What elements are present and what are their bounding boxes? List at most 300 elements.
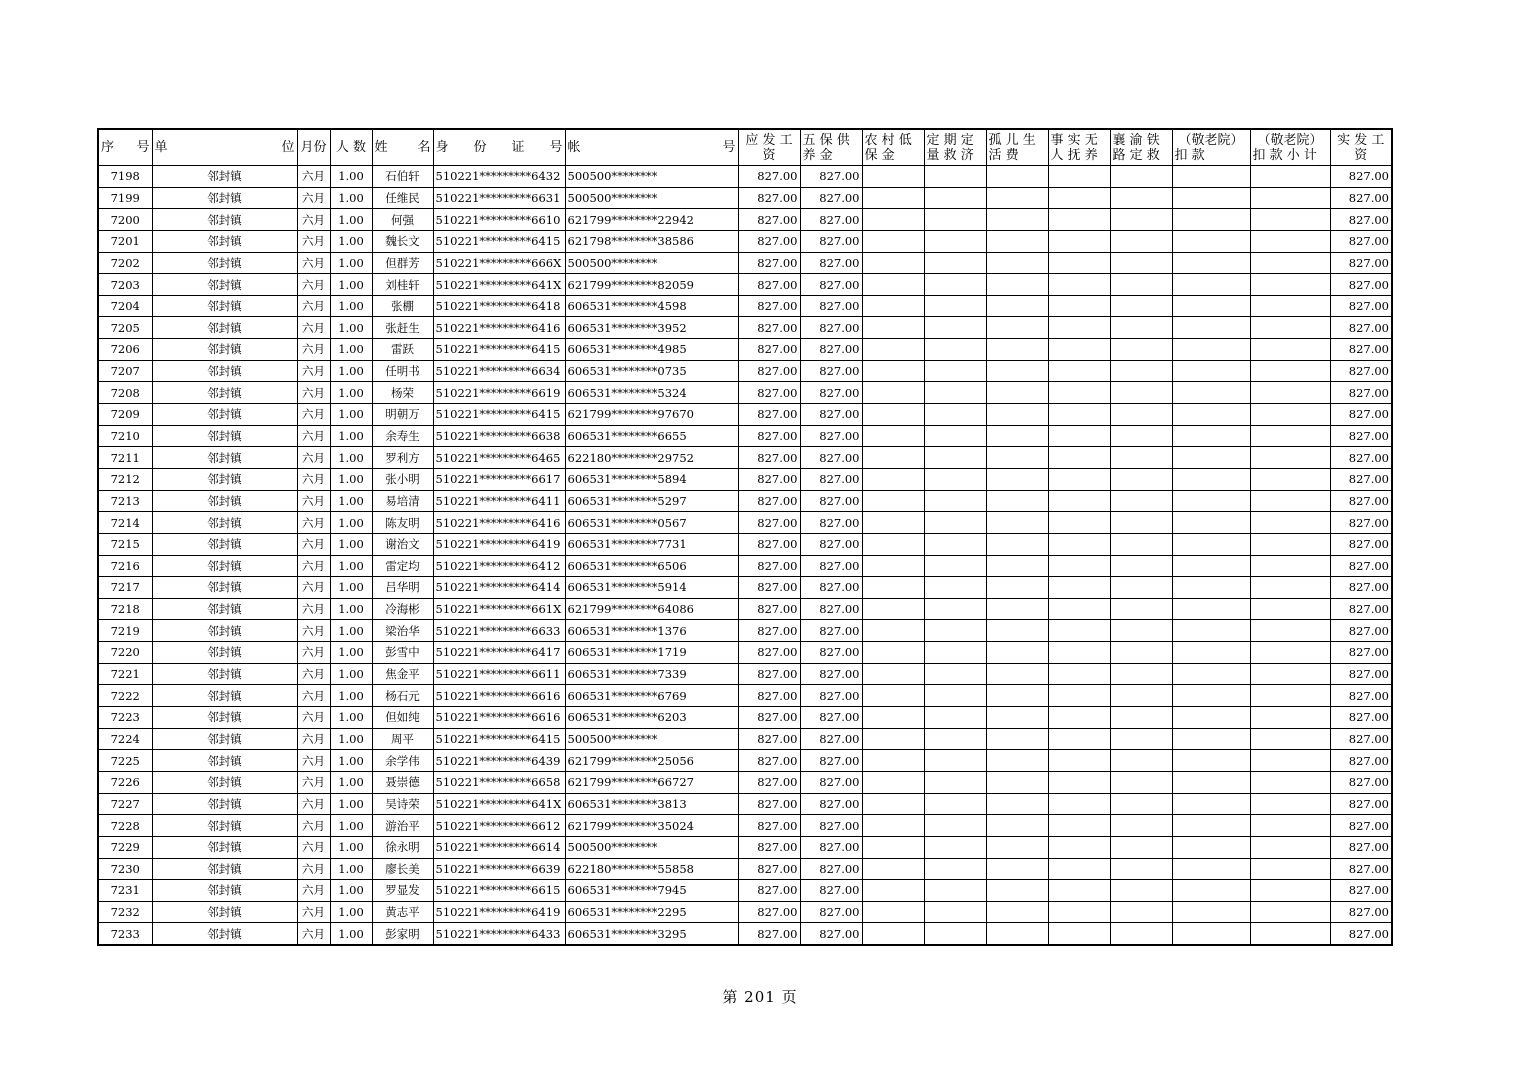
cell-five-guarantee: 827.00	[800, 750, 862, 772]
cell-nursing-deduct	[1172, 512, 1250, 534]
cell-nursing-subtotal	[1250, 642, 1330, 664]
cell-unit: 邻封镇	[152, 663, 297, 685]
cell-name: 黄志平	[372, 901, 433, 923]
cell-name: 雷跃	[372, 339, 433, 361]
cell-orphan	[986, 425, 1048, 447]
cell-de-facto	[1048, 425, 1110, 447]
cell-unit: 邻封镇	[152, 274, 297, 296]
cell-nursing-subtotal	[1250, 815, 1330, 837]
cell-five-guarantee: 827.00	[800, 425, 862, 447]
cell-railway	[1110, 858, 1172, 880]
cell-unit: 邻封镇	[152, 555, 297, 577]
cell-account: 606531********5894	[565, 468, 738, 490]
cell-fixed-relief	[924, 339, 986, 361]
cell-fixed-relief	[924, 166, 986, 188]
cell-rural-minimum	[862, 685, 924, 707]
cell-nursing-deduct	[1172, 382, 1250, 404]
cell-five-guarantee: 827.00	[800, 793, 862, 815]
cell-fixed-relief	[924, 490, 986, 512]
cell-net-wage: 827.00	[1330, 512, 1392, 534]
cell-orphan	[986, 815, 1048, 837]
cell-id: 510221*********6619	[433, 382, 565, 404]
cell-account: 621799********35024	[565, 815, 738, 837]
cell-orphan	[986, 707, 1048, 729]
cell-count: 1.00	[330, 209, 372, 231]
cell-count: 1.00	[330, 707, 372, 729]
table-row	[98, 512, 1392, 534]
table-row	[98, 252, 1392, 274]
cell-account: 606531********3813	[565, 793, 738, 815]
cell-fixed-relief	[924, 815, 986, 837]
cell-count: 1.00	[330, 836, 372, 858]
cell-month: 六月	[297, 577, 330, 599]
cell-nursing-subtotal	[1250, 836, 1330, 858]
cell-count: 1.00	[330, 382, 372, 404]
cell-due-wage: 827.00	[738, 425, 800, 447]
cell-count: 1.00	[330, 490, 372, 512]
table-row	[98, 685, 1392, 707]
cell-count: 1.00	[330, 901, 372, 923]
cell-de-facto	[1048, 923, 1110, 945]
cell-fixed-relief	[924, 533, 986, 555]
table-row	[98, 880, 1392, 902]
cell-nursing-deduct	[1172, 230, 1250, 252]
cell-rural-minimum	[862, 339, 924, 361]
cell-de-facto	[1048, 555, 1110, 577]
cell-five-guarantee: 827.00	[800, 642, 862, 664]
cell-orphan	[986, 187, 1048, 209]
cell-rural-minimum	[862, 577, 924, 599]
cell-rural-minimum	[862, 707, 924, 729]
cell-de-facto	[1048, 382, 1110, 404]
cell-count: 1.00	[330, 512, 372, 534]
cell-seq: 7204	[98, 295, 152, 317]
cell-count: 1.00	[330, 880, 372, 902]
cell-unit: 邻封镇	[152, 598, 297, 620]
cell-railway	[1110, 209, 1172, 231]
table-header	[98, 129, 1392, 166]
table-row	[98, 728, 1392, 750]
cell-five-guarantee: 827.00	[800, 295, 862, 317]
cell-nursing-deduct	[1172, 620, 1250, 642]
cell-nursing-subtotal	[1250, 620, 1330, 642]
cell-fixed-relief	[924, 577, 986, 599]
cell-nursing-deduct	[1172, 728, 1250, 750]
cell-orphan	[986, 274, 1048, 296]
cell-nursing-subtotal	[1250, 187, 1330, 209]
cell-nursing-deduct	[1172, 815, 1250, 837]
cell-railway	[1110, 533, 1172, 555]
cell-count: 1.00	[330, 295, 372, 317]
cell-count: 1.00	[330, 339, 372, 361]
cell-name: 石伯轩	[372, 166, 433, 188]
cell-name: 但群芳	[372, 252, 433, 274]
cell-month: 六月	[297, 166, 330, 188]
cell-net-wage: 827.00	[1330, 663, 1392, 685]
cell-month: 六月	[297, 836, 330, 858]
cell-id: 510221*********6411	[433, 490, 565, 512]
cell-five-guarantee: 827.00	[800, 360, 862, 382]
cell-five-guarantee: 827.00	[800, 404, 862, 426]
cell-fixed-relief	[924, 750, 986, 772]
cell-orphan	[986, 620, 1048, 642]
cell-seq: 7230	[98, 858, 152, 880]
header-nursing-deduct: （敬老院） 扣 款	[1172, 129, 1250, 166]
cell-account: 606531********1376	[565, 620, 738, 642]
cell-id: 510221*********6415	[433, 404, 565, 426]
cell-month: 六月	[297, 663, 330, 685]
cell-orphan	[986, 490, 1048, 512]
cell-month: 六月	[297, 187, 330, 209]
cell-seq: 7213	[98, 490, 152, 512]
cell-fixed-relief	[924, 360, 986, 382]
cell-nursing-deduct	[1172, 360, 1250, 382]
cell-orphan	[986, 382, 1048, 404]
cell-five-guarantee: 827.00	[800, 209, 862, 231]
cell-seq: 7217	[98, 577, 152, 599]
cell-railway	[1110, 555, 1172, 577]
cell-rural-minimum	[862, 642, 924, 664]
cell-orphan	[986, 447, 1048, 469]
cell-de-facto	[1048, 533, 1110, 555]
cell-account: 606531********7339	[565, 663, 738, 685]
cell-railway	[1110, 728, 1172, 750]
table-row	[98, 274, 1392, 296]
cell-name: 周平	[372, 728, 433, 750]
cell-de-facto	[1048, 793, 1110, 815]
cell-orphan	[986, 663, 1048, 685]
header-due-wage: 应 发 工 资	[738, 129, 800, 166]
cell-nursing-deduct	[1172, 252, 1250, 274]
cell-orphan	[986, 209, 1048, 231]
header-month: 月份	[297, 129, 330, 166]
cell-id: 510221*********6638	[433, 425, 565, 447]
cell-month: 六月	[297, 404, 330, 426]
cell-count: 1.00	[330, 317, 372, 339]
cell-due-wage: 827.00	[738, 468, 800, 490]
header-name: 姓 名	[372, 129, 433, 166]
cell-unit: 邻封镇	[152, 815, 297, 837]
cell-account: 606531********2295	[565, 901, 738, 923]
cell-id: 510221*********6634	[433, 360, 565, 382]
cell-unit: 邻封镇	[152, 252, 297, 274]
cell-railway	[1110, 382, 1172, 404]
cell-fixed-relief	[924, 707, 986, 729]
cell-due-wage: 827.00	[738, 685, 800, 707]
cell-rural-minimum	[862, 490, 924, 512]
cell-nursing-subtotal	[1250, 685, 1330, 707]
cell-nursing-subtotal	[1250, 512, 1330, 534]
cell-id: 510221*********6612	[433, 815, 565, 837]
cell-due-wage: 827.00	[738, 512, 800, 534]
cell-seq: 7208	[98, 382, 152, 404]
table-row	[98, 468, 1392, 490]
cell-five-guarantee: 827.00	[800, 880, 862, 902]
cell-id: 510221*********6633	[433, 620, 565, 642]
header-rural-minimum: 农 村 低 保 金	[862, 129, 924, 166]
cell-seq: 7232	[98, 901, 152, 923]
cell-nursing-deduct	[1172, 901, 1250, 923]
cell-nursing-subtotal	[1250, 230, 1330, 252]
cell-net-wage: 827.00	[1330, 468, 1392, 490]
cell-five-guarantee: 827.00	[800, 490, 862, 512]
cell-due-wage: 827.00	[738, 750, 800, 772]
cell-unit: 邻封镇	[152, 404, 297, 426]
table-row	[98, 425, 1392, 447]
cell-nursing-deduct	[1172, 404, 1250, 426]
cell-account: 500500********	[565, 252, 738, 274]
cell-rural-minimum	[862, 274, 924, 296]
table-row	[98, 317, 1392, 339]
header-account: 帐 号	[565, 129, 738, 166]
cell-seq: 7221	[98, 663, 152, 685]
cell-railway	[1110, 360, 1172, 382]
cell-nursing-subtotal	[1250, 598, 1330, 620]
cell-nursing-subtotal	[1250, 923, 1330, 945]
cell-fixed-relief	[924, 295, 986, 317]
cell-nursing-deduct	[1172, 317, 1250, 339]
cell-month: 六月	[297, 598, 330, 620]
cell-due-wage: 827.00	[738, 598, 800, 620]
cell-railway	[1110, 793, 1172, 815]
cell-seq: 7228	[98, 815, 152, 837]
cell-name: 任维民	[372, 187, 433, 209]
cell-name: 余寿生	[372, 425, 433, 447]
cell-net-wage: 827.00	[1330, 274, 1392, 296]
cell-five-guarantee: 827.00	[800, 598, 862, 620]
cell-name: 吕华明	[372, 577, 433, 599]
cell-net-wage: 827.00	[1330, 295, 1392, 317]
cell-orphan	[986, 360, 1048, 382]
table-row	[98, 360, 1392, 382]
cell-name: 冷海彬	[372, 598, 433, 620]
table-row	[98, 295, 1392, 317]
cell-nursing-subtotal	[1250, 360, 1330, 382]
cell-nursing-deduct	[1172, 858, 1250, 880]
cell-nursing-subtotal	[1250, 771, 1330, 793]
cell-railway	[1110, 836, 1172, 858]
cell-five-guarantee: 827.00	[800, 901, 862, 923]
cell-name: 杨石元	[372, 685, 433, 707]
cell-de-facto	[1048, 468, 1110, 490]
cell-id: 510221*********641X	[433, 274, 565, 296]
cell-account: 606531********7945	[565, 880, 738, 902]
cell-account: 621799********64086	[565, 598, 738, 620]
cell-unit: 邻封镇	[152, 166, 297, 188]
cell-de-facto	[1048, 360, 1110, 382]
cell-five-guarantee: 827.00	[800, 274, 862, 296]
cell-account: 500500********	[565, 836, 738, 858]
cell-rural-minimum	[862, 404, 924, 426]
cell-nursing-deduct	[1172, 707, 1250, 729]
cell-fixed-relief	[924, 252, 986, 274]
cell-orphan	[986, 598, 1048, 620]
cell-nursing-subtotal	[1250, 339, 1330, 361]
cell-net-wage: 827.00	[1330, 728, 1392, 750]
cell-seq: 7233	[98, 923, 152, 945]
cell-orphan	[986, 404, 1048, 426]
cell-seq: 7198	[98, 166, 152, 188]
cell-net-wage: 827.00	[1330, 793, 1392, 815]
cell-rural-minimum	[862, 166, 924, 188]
table-row	[98, 230, 1392, 252]
cell-fixed-relief	[924, 317, 986, 339]
cell-due-wage: 827.00	[738, 490, 800, 512]
cell-due-wage: 827.00	[738, 533, 800, 555]
cell-month: 六月	[297, 533, 330, 555]
cell-name: 张棚	[372, 295, 433, 317]
cell-unit: 邻封镇	[152, 793, 297, 815]
table-row	[98, 339, 1392, 361]
cell-railway	[1110, 598, 1172, 620]
cell-fixed-relief	[924, 382, 986, 404]
cell-de-facto	[1048, 620, 1110, 642]
cell-count: 1.00	[330, 685, 372, 707]
cell-nursing-deduct	[1172, 533, 1250, 555]
cell-due-wage: 827.00	[738, 555, 800, 577]
cell-de-facto	[1048, 750, 1110, 772]
cell-seq: 7229	[98, 836, 152, 858]
cell-count: 1.00	[330, 793, 372, 815]
cell-name: 刘桂轩	[372, 274, 433, 296]
cell-count: 1.00	[330, 274, 372, 296]
cell-de-facto	[1048, 339, 1110, 361]
cell-nursing-deduct	[1172, 274, 1250, 296]
cell-net-wage: 827.00	[1330, 360, 1392, 382]
cell-fixed-relief	[924, 512, 986, 534]
header-de-facto: 事 实 无 人 抚 养	[1048, 129, 1110, 166]
cell-seq: 7207	[98, 360, 152, 382]
cell-count: 1.00	[330, 468, 372, 490]
cell-month: 六月	[297, 295, 330, 317]
cell-railway	[1110, 317, 1172, 339]
cell-month: 六月	[297, 793, 330, 815]
cell-rural-minimum	[862, 793, 924, 815]
header-unit: 单 位	[152, 129, 297, 166]
cell-nursing-subtotal	[1250, 425, 1330, 447]
cell-railway	[1110, 274, 1172, 296]
cell-net-wage: 827.00	[1330, 858, 1392, 880]
cell-fixed-relief	[924, 598, 986, 620]
table-row	[98, 793, 1392, 815]
table-row	[98, 187, 1392, 209]
cell-account: 606531********5324	[565, 382, 738, 404]
cell-nursing-subtotal	[1250, 858, 1330, 880]
cell-rural-minimum	[862, 447, 924, 469]
cell-net-wage: 827.00	[1330, 447, 1392, 469]
cell-id: 510221*********6631	[433, 187, 565, 209]
cell-nursing-deduct	[1172, 468, 1250, 490]
cell-nursing-subtotal	[1250, 901, 1330, 923]
cell-railway	[1110, 620, 1172, 642]
cell-orphan	[986, 901, 1048, 923]
cell-five-guarantee: 827.00	[800, 685, 862, 707]
table-row	[98, 750, 1392, 772]
table-row	[98, 166, 1392, 188]
cell-unit: 邻封镇	[152, 209, 297, 231]
table-row	[98, 923, 1392, 945]
cell-rural-minimum	[862, 815, 924, 837]
cell-count: 1.00	[330, 166, 372, 188]
cell-name: 谢治文	[372, 533, 433, 555]
table-row	[98, 490, 1392, 512]
cell-seq: 7212	[98, 468, 152, 490]
cell-net-wage: 827.00	[1330, 901, 1392, 923]
cell-seq: 7216	[98, 555, 152, 577]
cell-id: 510221*********6616	[433, 685, 565, 707]
cell-id: 510221*********6419	[433, 533, 565, 555]
cell-count: 1.00	[330, 577, 372, 599]
cell-id: 510221*********666X	[433, 252, 565, 274]
cell-de-facto	[1048, 230, 1110, 252]
cell-rural-minimum	[862, 468, 924, 490]
cell-nursing-subtotal	[1250, 533, 1330, 555]
cell-five-guarantee: 827.00	[800, 836, 862, 858]
cell-id: 510221*********6433	[433, 923, 565, 945]
cell-account: 606531********0567	[565, 512, 738, 534]
cell-de-facto	[1048, 274, 1110, 296]
cell-count: 1.00	[330, 642, 372, 664]
cell-account: 622180********55858	[565, 858, 738, 880]
cell-nursing-deduct	[1172, 836, 1250, 858]
cell-net-wage: 827.00	[1330, 425, 1392, 447]
cell-orphan	[986, 858, 1048, 880]
cell-seq: 7222	[98, 685, 152, 707]
cell-unit: 邻封镇	[152, 512, 297, 534]
cell-name: 吴诗荣	[372, 793, 433, 815]
cell-id: 510221*********6415	[433, 230, 565, 252]
table-row	[98, 707, 1392, 729]
cell-seq: 7215	[98, 533, 152, 555]
cell-due-wage: 827.00	[738, 447, 800, 469]
cell-count: 1.00	[330, 771, 372, 793]
cell-seq: 7203	[98, 274, 152, 296]
cell-fixed-relief	[924, 880, 986, 902]
cell-id: 510221*********6418	[433, 295, 565, 317]
cell-month: 六月	[297, 360, 330, 382]
cell-de-facto	[1048, 490, 1110, 512]
cell-id: 510221*********6414	[433, 577, 565, 599]
cell-de-facto	[1048, 663, 1110, 685]
cell-orphan	[986, 577, 1048, 599]
table-row	[98, 598, 1392, 620]
header-nursing-subtotal: （敬老院） 扣 款 小 计	[1250, 129, 1330, 166]
table-row	[98, 209, 1392, 231]
cell-unit: 邻封镇	[152, 382, 297, 404]
cell-railway	[1110, 815, 1172, 837]
cell-five-guarantee: 827.00	[800, 858, 862, 880]
cell-de-facto	[1048, 252, 1110, 274]
cell-five-guarantee: 827.00	[800, 663, 862, 685]
cell-railway	[1110, 295, 1172, 317]
cell-count: 1.00	[330, 923, 372, 945]
cell-seq: 7225	[98, 750, 152, 772]
cell-account: 606531********1719	[565, 642, 738, 664]
cell-account: 606531********5297	[565, 490, 738, 512]
cell-fixed-relief	[924, 209, 986, 231]
cell-railway	[1110, 642, 1172, 664]
cell-account: 606531********3952	[565, 317, 738, 339]
cell-month: 六月	[297, 923, 330, 945]
cell-railway	[1110, 339, 1172, 361]
cell-account: 621799********97670	[565, 404, 738, 426]
cell-nursing-subtotal	[1250, 663, 1330, 685]
cell-seq: 7223	[98, 707, 152, 729]
cell-railway	[1110, 468, 1172, 490]
cell-net-wage: 827.00	[1330, 166, 1392, 188]
cell-name: 彭家明	[372, 923, 433, 945]
cell-railway	[1110, 880, 1172, 902]
